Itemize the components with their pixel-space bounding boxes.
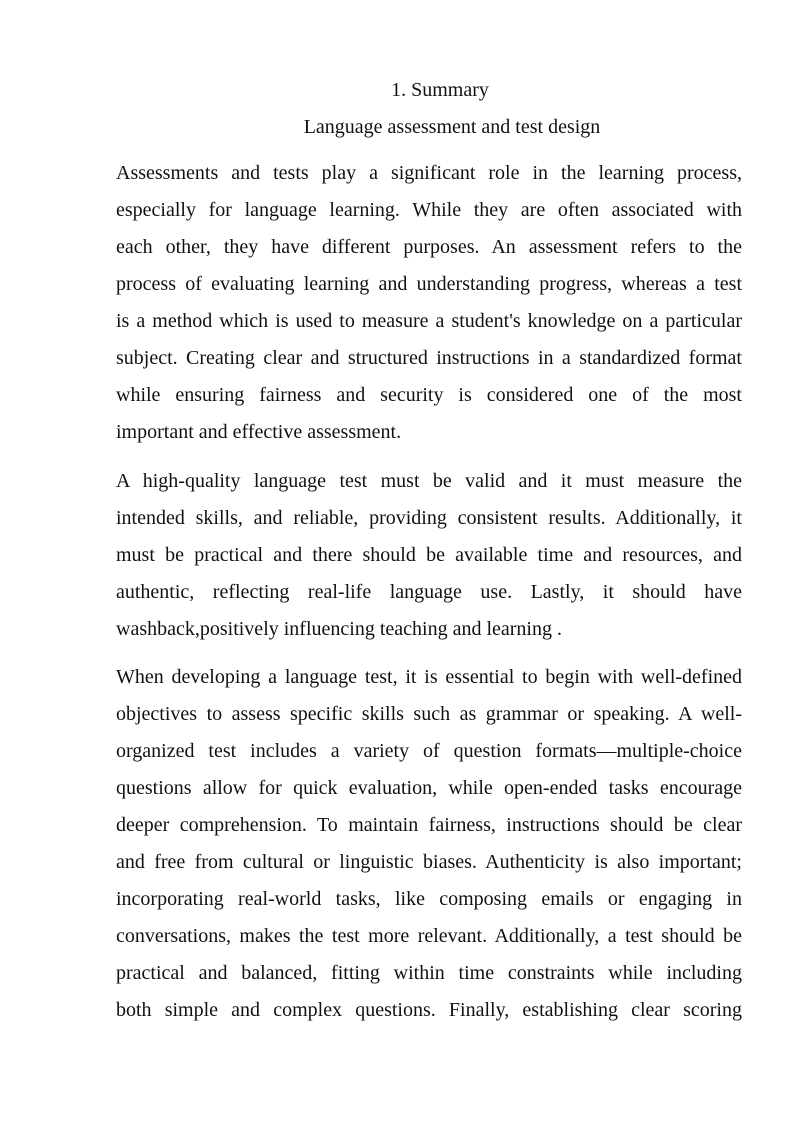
- paragraph-3: [116, 659, 742, 1029]
- text-line: questions allow for quick evaluation, while open-ended tasks encourage: [116, 777, 742, 799]
- text-line: authentic, reflecting real-life language use. Lastly, it should have: [116, 581, 742, 603]
- text-line: process of evaluating learning and understanding progress, whereas a test: [116, 273, 742, 295]
- text-line: both simple and complex questions. Finally, establishing clear scoring: [116, 999, 742, 1021]
- text-line: Assessments and tests play a significant role in the learning process,: [116, 162, 742, 184]
- text-line: organized test includes a variety of question formats—multiple-choice: [116, 740, 742, 762]
- text-line: A high-quality language test must be valid and it must measure the: [116, 470, 742, 492]
- text-line: especially for language learning. While they are often associated with: [116, 199, 742, 221]
- text-line: each other, they have different purposes. An assessment refers to the: [116, 236, 742, 258]
- text-line: washback,positively influencing teaching and learning .: [116, 618, 562, 640]
- text-line: objectives to assess specific skills such as grammar or speaking. A well-: [116, 703, 742, 725]
- section-heading: 1. Summary: [391, 79, 489, 101]
- paragraph-1: [116, 155, 742, 451]
- text-line: incorporating real-world tasks, like composing emails or engaging in: [116, 888, 742, 910]
- text-line: conversations, makes the test more relevant. Additionally, a test should be: [116, 925, 742, 947]
- text-line: must be practical and there should be available time and resources, and: [116, 544, 742, 566]
- text-line: subject. Creating clear and structured instructions in a standardized format: [116, 347, 742, 369]
- text-line: practical and balanced, fitting within time constraints while including: [116, 962, 742, 984]
- text-line: deeper comprehension. To maintain fairness, instructions should be clear: [116, 814, 742, 836]
- text-line: is a method which is used to measure a student's knowledge on a particular: [116, 310, 742, 332]
- text-line: and free from cultural or linguistic biases. Authenticity is also important;: [116, 851, 742, 873]
- section-subtitle: Language assessment and test design: [303, 116, 601, 138]
- text-line: intended skills, and reliable, providing consistent results. Additionally, it: [116, 507, 742, 529]
- paragraph-2: [116, 463, 742, 648]
- text-line: important and effective assessment.: [116, 421, 402, 443]
- text-line: while ensuring fairness and security is considered one of the most: [116, 384, 742, 406]
- text-line: When developing a language test, it is essential to begin with well-defined: [116, 666, 742, 688]
